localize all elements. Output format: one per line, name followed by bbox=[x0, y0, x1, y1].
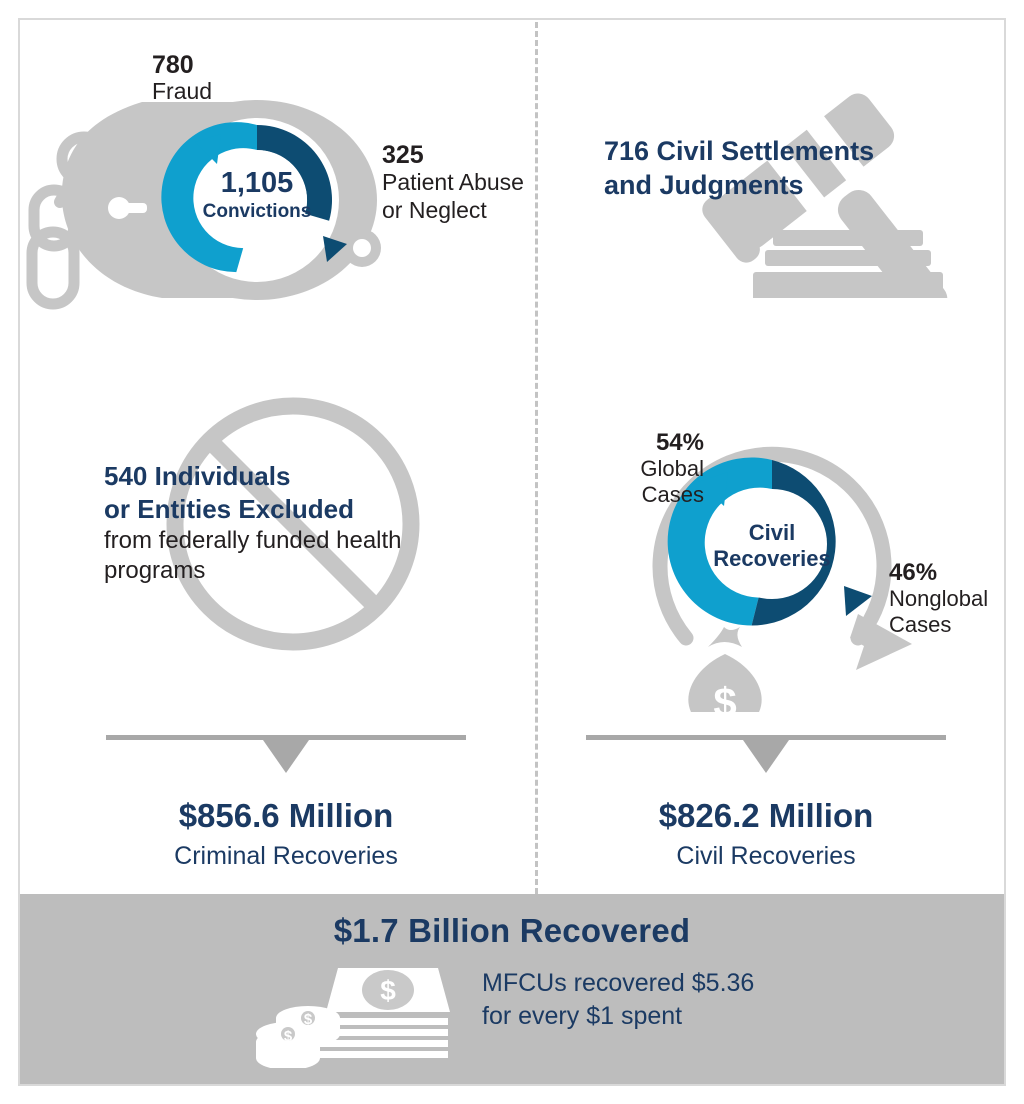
banner-subtext bbox=[482, 967, 802, 1033]
exclusions-sub-line1: from federally funded health bbox=[104, 526, 402, 554]
banner-sub-line1: MFCUs recovered $5.36 bbox=[482, 969, 755, 997]
global-cases-callout bbox=[608, 430, 704, 508]
cash-stack-icon bbox=[246, 962, 466, 1068]
svg-text:$: $ bbox=[283, 1028, 293, 1045]
global-cases-line2: Cases bbox=[641, 481, 704, 507]
criminal-total-amount: $856.6 Million bbox=[178, 797, 394, 834]
convictions-center-number: 1,105 bbox=[220, 167, 294, 199]
fraud-count: 780 bbox=[152, 51, 194, 79]
exclusions-sub-line2: programs bbox=[104, 556, 206, 584]
civil-recoveries-center-line1: Civil bbox=[748, 520, 796, 545]
exclusions-text-block bbox=[104, 460, 454, 586]
criminal-total-label: Criminal Recoveries bbox=[174, 841, 398, 870]
global-cases-percent: 54% bbox=[655, 429, 704, 456]
svg-text:$: $ bbox=[380, 975, 396, 1006]
nonglobal-cases-callout bbox=[889, 560, 1014, 638]
civil-recoveries-center-line2: Recoveries bbox=[713, 546, 831, 571]
civil-total-rule bbox=[586, 735, 946, 740]
svg-text:$: $ bbox=[303, 1011, 313, 1028]
civil-settlements-line2: and Judgments bbox=[604, 170, 804, 201]
svg-text:$: $ bbox=[713, 679, 737, 712]
patient-abuse-label-line2: or Neglect bbox=[382, 197, 487, 224]
banner-sub-line2: for every $1 spent bbox=[482, 1002, 683, 1030]
banner-title: $1.7 Billion Recovered bbox=[333, 912, 691, 949]
criminal-recoveries-total bbox=[66, 735, 506, 871]
civil-settlements-line1: 716 Civil Settlements bbox=[604, 136, 875, 166]
convictions-donut-chart bbox=[22, 80, 402, 320]
fraud-callout bbox=[152, 52, 352, 106]
criminal-total-rule bbox=[106, 735, 466, 740]
convictions-center-label: Convictions bbox=[202, 201, 312, 222]
nonglobal-cases-line2: Cases bbox=[889, 611, 952, 637]
nonglobal-cases-line1: Nonglobal bbox=[889, 585, 989, 611]
civil-total-amount: $826.2 Million bbox=[658, 797, 874, 834]
global-cases-line1: Global bbox=[640, 455, 704, 481]
patient-abuse-count: 325 bbox=[382, 141, 424, 169]
exclusions-heading-line1: 540 Individuals bbox=[104, 461, 291, 491]
exclusions-heading-line2: or Entities Excluded bbox=[104, 493, 354, 524]
nonglobal-cases-percent: 46% bbox=[889, 559, 938, 586]
patient-abuse-label-line1: Patient Abuse bbox=[382, 169, 524, 196]
fraud-label: Fraud bbox=[152, 78, 213, 105]
civil-settlements-heading bbox=[604, 134, 934, 202]
patient-abuse-callout bbox=[382, 142, 562, 224]
money-bag-icon bbox=[688, 627, 761, 712]
civil-recoveries-total bbox=[546, 735, 986, 871]
civil-total-label: Civil Recoveries bbox=[676, 841, 856, 870]
